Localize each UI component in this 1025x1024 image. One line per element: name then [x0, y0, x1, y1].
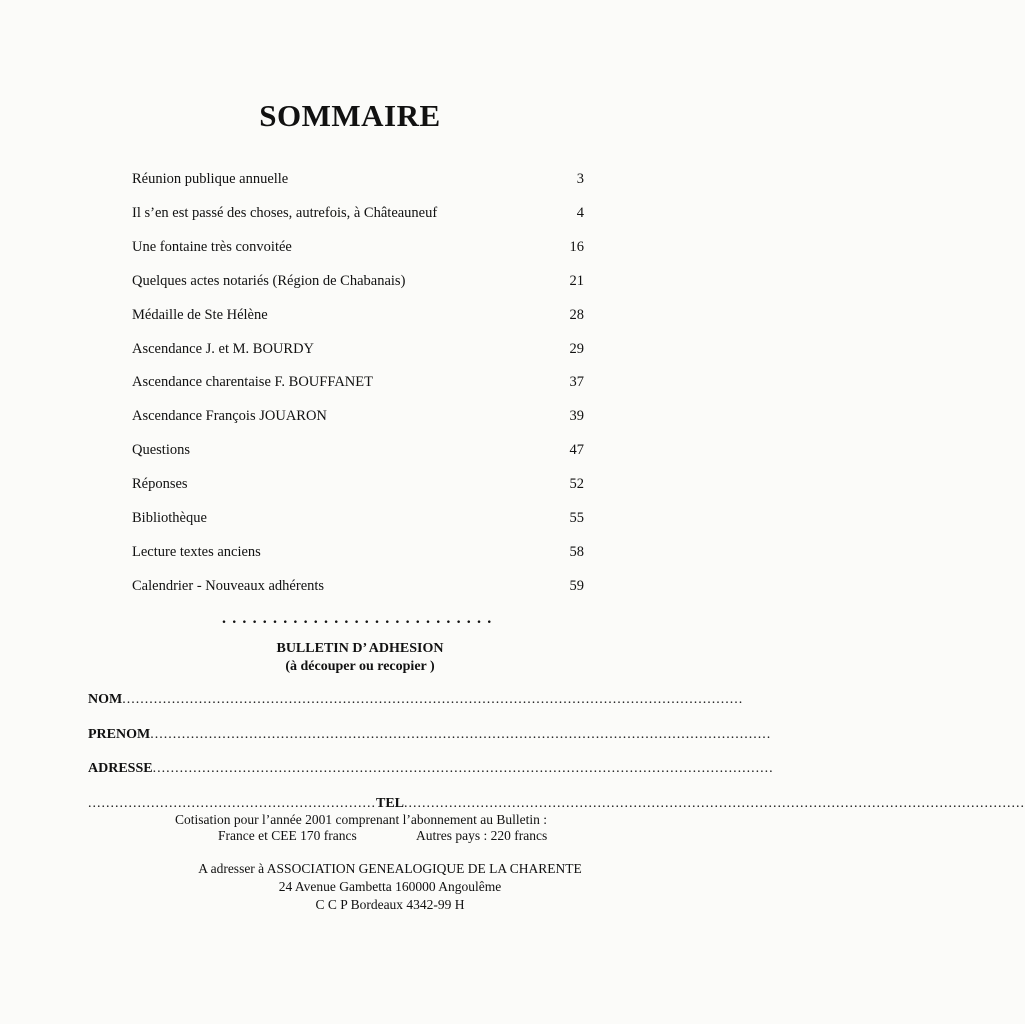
toc-entry — [132, 510, 584, 532]
toc-entry-page: 28 — [569, 306, 584, 323]
price-france: France et CEE 170 francs — [218, 828, 357, 843]
nom-fill-dots: .......................................................................................................................................... — [122, 692, 744, 707]
toc-entry-page: 47 — [569, 442, 584, 459]
toc-entry-page: 39 — [569, 408, 584, 425]
adresse-field — [88, 761, 774, 781]
toc-entry — [132, 476, 584, 498]
toc-entry — [132, 239, 584, 261]
address-line-1: A adresser à ASSOCIATION GENEALOGIQUE DE LA CHARENTE — [198, 861, 582, 876]
adresse-label: ADRESSE — [88, 761, 153, 776]
cotisation-prices — [218, 828, 598, 844]
toc-entry-page: 3 — [576, 171, 584, 187]
toc-entry — [132, 341, 584, 363]
toc-entry — [132, 442, 584, 464]
toc-entry — [132, 171, 584, 193]
toc-entry-title: Réunion publique annuelle — [132, 171, 289, 187]
toc-entry-title: Ascendance J. et M. BOURDY — [132, 340, 315, 357]
toc-entry — [132, 374, 584, 396]
prenom-field — [88, 727, 772, 747]
toc-entry-page: 21 — [569, 272, 584, 289]
toc-entry-title: Ascendance François JOUARON — [132, 408, 327, 425]
toc-entry — [132, 205, 584, 227]
page-title: SOMMAIRE — [259, 98, 441, 133]
nom-field — [88, 692, 744, 712]
toc-entry-page: 55 — [569, 510, 584, 526]
toc-entry-page: 59 — [569, 577, 584, 594]
adresse-fill-dots: .......................................................................................................................................... — [152, 761, 774, 776]
bulletin-heading — [0, 640, 720, 676]
toc-entry — [132, 273, 584, 295]
toc-entry-page: 4 — [576, 204, 584, 221]
toc-entry-title: Médaille de Ste Hélène — [132, 306, 268, 323]
tel-left-dots: ................................................................ — [88, 796, 376, 811]
tel-right-dots: .......................................................................................................................................... — [404, 796, 1025, 811]
toc-entry-title: Réponses — [132, 476, 188, 493]
address-line-3: C C P Bordeaux 4342-99 H — [315, 897, 465, 912]
toc-entry-title: Il s’en est passé des choses, autrefois, à Châteauneuf — [132, 204, 438, 221]
bulletin-subtitle: (à découper ou recopier ) — [285, 659, 435, 674]
toc-entry-page: 37 — [569, 374, 584, 391]
toc-entry-title: Une fontaine très convoitée — [132, 238, 292, 255]
nom-label: NOM — [88, 692, 123, 707]
toc-entry-title: Ascendance charentaise F. BOUFFANET — [132, 374, 373, 391]
toc-entry-page: 58 — [569, 543, 584, 560]
price-autres: Autres pays : 220 francs — [416, 828, 548, 843]
toc-entry-title: Bibliothèque — [132, 510, 207, 526]
toc-entry-title: Calendrier - Nouveaux adhérents — [132, 577, 325, 594]
separator-dots: ........................... — [222, 610, 498, 627]
toc-entry-title: Questions — [132, 442, 190, 459]
toc-entry-title: Quelques actes notariés (Région de Chabanais) — [132, 272, 406, 289]
toc-entry-title: Lecture textes anciens — [132, 543, 261, 560]
cotisation-text: Cotisation pour l’année 2001 comprenant l’abonnement au Bulletin : — [175, 812, 547, 827]
toc-entry — [132, 544, 584, 566]
prenom-fill-dots: .......................................................................................................................................... — [150, 727, 772, 742]
toc-entry-page: 52 — [569, 476, 584, 493]
toc-entry — [132, 408, 584, 430]
toc-entry — [132, 578, 584, 600]
address-line-2: 24 Avenue Gambetta 160000 Angoulême — [278, 879, 502, 894]
toc-entry — [132, 307, 584, 329]
toc-entry-page: 16 — [569, 238, 584, 255]
mailing-address — [0, 860, 780, 914]
toc-entry-page: 29 — [569, 340, 584, 357]
bulletin-title: BULLETIN D’ ADHESION — [276, 641, 444, 656]
tel-label: TEL — [376, 796, 405, 811]
prenom-label: PRENOM — [88, 727, 151, 742]
